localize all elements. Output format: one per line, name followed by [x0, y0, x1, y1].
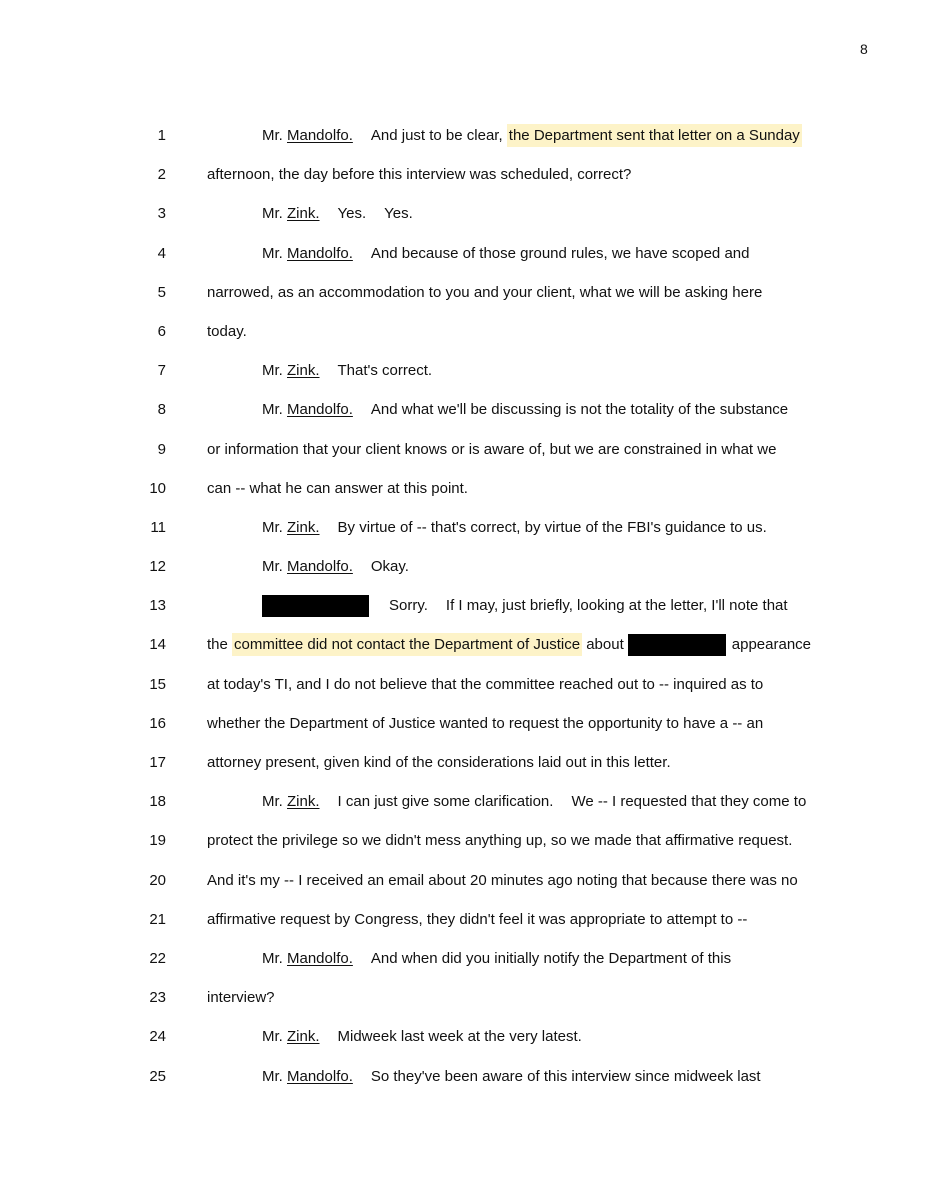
line-number: 22: [149, 949, 166, 967]
transcript-line: [0, 116, 927, 155]
transcript-line: [0, 1017, 927, 1056]
transcript-line: [0, 155, 927, 194]
speaker-title: Mr.: [262, 362, 287, 380]
speech-text: So they've been aware of this interview since midweek last: [370, 1067, 761, 1085]
speaker-title: Mr.: [262, 949, 287, 967]
transcript-line: [0, 390, 927, 429]
line-text: [262, 194, 413, 233]
speech-text: Midweek last week at the very latest.: [337, 1028, 582, 1046]
speech-text: By virtue of -- that's correct, by virtue of the FBI's guidance to us.: [337, 518, 767, 536]
line-number: 2: [157, 166, 166, 184]
transcript-line: [0, 782, 927, 821]
redaction-bar: [262, 595, 369, 617]
speech-text: Yes.: [384, 205, 413, 223]
line-text: [262, 782, 806, 821]
transcript-line: [0, 625, 927, 664]
speech-text: about: [582, 636, 624, 654]
transcript-line: [0, 743, 927, 782]
line-text: [262, 390, 788, 429]
line-text: [262, 547, 409, 586]
speaker-title: Mr.: [262, 793, 287, 811]
line-number: 21: [149, 910, 166, 928]
speaker-name: Mandolfo.: [287, 401, 353, 419]
speech-text: the: [207, 636, 233, 654]
transcript-line: [0, 586, 927, 625]
speech-text: That's correct.: [337, 362, 433, 380]
line-text: [262, 1017, 582, 1056]
line-number: 16: [149, 714, 166, 732]
line-number: 13: [149, 597, 166, 615]
line-number: 17: [149, 754, 166, 771]
line-number: 9: [157, 440, 166, 458]
line-number: 1: [157, 127, 166, 144]
highlighted-text: committee did not contact the Department of Justice: [232, 633, 582, 656]
transcript-line: [0, 1057, 927, 1096]
transcript-line: [0, 273, 927, 312]
line-number: 3: [157, 205, 166, 223]
line-text: affirmative request by Congress, they didn't feel it was appropriate to attempt to --: [207, 910, 748, 928]
speech-text: And what we'll be discussing is not the totality of the substance: [370, 401, 789, 419]
line-text: [262, 1057, 761, 1096]
transcript-body: [0, 116, 927, 1096]
speech-text: Sorry.: [389, 597, 428, 615]
line-number: 4: [157, 244, 166, 262]
speech-text: Okay.: [370, 558, 409, 576]
transcript-line: [0, 900, 927, 939]
line-number: 6: [157, 322, 166, 340]
transcript-line: [0, 234, 927, 273]
speaker-name: Mandolfo.: [287, 949, 353, 967]
line-number: 19: [149, 832, 166, 850]
line-number: 10: [149, 479, 166, 497]
line-number: 18: [149, 793, 166, 811]
transcript-line: [0, 978, 927, 1017]
speaker-name: Zink.: [287, 518, 320, 536]
transcript-line: [0, 861, 927, 900]
line-number: 15: [149, 675, 166, 693]
line-number: 23: [149, 989, 166, 1007]
speech-text: If I may, just briefly, looking at the letter, I'll note that: [445, 597, 788, 615]
line-number: 24: [149, 1028, 166, 1046]
line-text: narrowed, as an accommodation to you and your client, what we will be asking here: [207, 283, 763, 301]
transcript-line: [0, 665, 927, 704]
speaker-name: Mandolfo.: [287, 127, 353, 144]
line-text: [262, 939, 731, 978]
transcript-line: [0, 547, 927, 586]
speech-text: We -- I requested that they come to: [571, 793, 807, 811]
speaker-title: Mr.: [262, 558, 287, 576]
line-number: 7: [157, 362, 166, 380]
line-text: [262, 351, 432, 390]
highlighted-text: the Department sent that letter on a Sunday: [507, 124, 802, 147]
transcript-line: [0, 469, 927, 508]
line-text: And it's my -- I received an email about 20 minutes ago noting that because there was no: [207, 871, 798, 889]
transcript-line: [0, 430, 927, 469]
speaker-title: Mr.: [262, 401, 287, 419]
line-number: 12: [149, 558, 166, 576]
transcript-line: [0, 194, 927, 233]
speaker-title: Mr.: [262, 127, 287, 144]
line-text: attorney present, given kind of the considerations laid out in this letter.: [207, 754, 671, 771]
line-text: [207, 625, 811, 664]
line-number: 5: [157, 283, 166, 301]
transcript-line: [0, 939, 927, 978]
speech-text: I can just give some clarification.: [337, 793, 554, 811]
line-number: 8: [157, 401, 166, 419]
line-text: interview?: [207, 989, 275, 1007]
speech-text: And because of those ground rules, we have scoped and: [370, 244, 750, 262]
speaker-title: Mr.: [262, 1067, 287, 1085]
line-text: [262, 116, 802, 155]
speaker-name: Zink.: [287, 1028, 320, 1046]
line-number: 11: [150, 518, 166, 536]
speech-text: appearance: [731, 636, 811, 654]
transcript-line: [0, 704, 927, 743]
line-text: today.: [207, 322, 247, 340]
line-text: protect the privilege so we didn't mess anything up, so we made that affirmative request.: [207, 832, 793, 850]
speaker-name: Mandolfo.: [287, 244, 353, 262]
line-text: can -- what he can answer at this point.: [207, 479, 468, 497]
speech-text: Yes.: [337, 205, 367, 223]
transcript-line: [0, 508, 927, 547]
transcript-line: [0, 821, 927, 860]
line-text: afternoon, the day before this interview was scheduled, correct?: [207, 166, 632, 184]
speaker-name: Mandolfo.: [287, 558, 353, 576]
line-number: 25: [149, 1067, 166, 1085]
speech-text: And when did you initially notify the Department of this: [370, 949, 732, 967]
speaker-title: Mr.: [262, 518, 287, 536]
line-text: at today's TI, and I do not believe that the committee reached out to -- inquired as to: [207, 675, 764, 693]
line-number: 14: [149, 636, 166, 654]
speaker-title: Mr.: [262, 1028, 287, 1046]
line-text: or information that your client knows or is aware of, but we are constrained in what we: [207, 440, 777, 458]
speaker-name: Mandolfo.: [287, 1067, 353, 1085]
line-text: [262, 586, 788, 625]
speaker-name: Zink.: [287, 362, 320, 380]
line-text: [262, 234, 749, 273]
speaker-name: Zink.: [287, 205, 320, 223]
line-text: [262, 508, 767, 547]
speech-text: And just to be clear,: [370, 127, 507, 144]
redaction-bar: [628, 634, 726, 656]
transcript-line: [0, 312, 927, 351]
speaker-name: Zink.: [287, 793, 320, 811]
line-number: 20: [149, 871, 166, 889]
page-number: 8: [860, 41, 868, 57]
speaker-title: Mr.: [262, 244, 287, 262]
speaker-title: Mr.: [262, 205, 287, 223]
line-text: whether the Department of Justice wanted to request the opportunity to have a -- an: [207, 714, 764, 732]
transcript-line: [0, 351, 927, 390]
